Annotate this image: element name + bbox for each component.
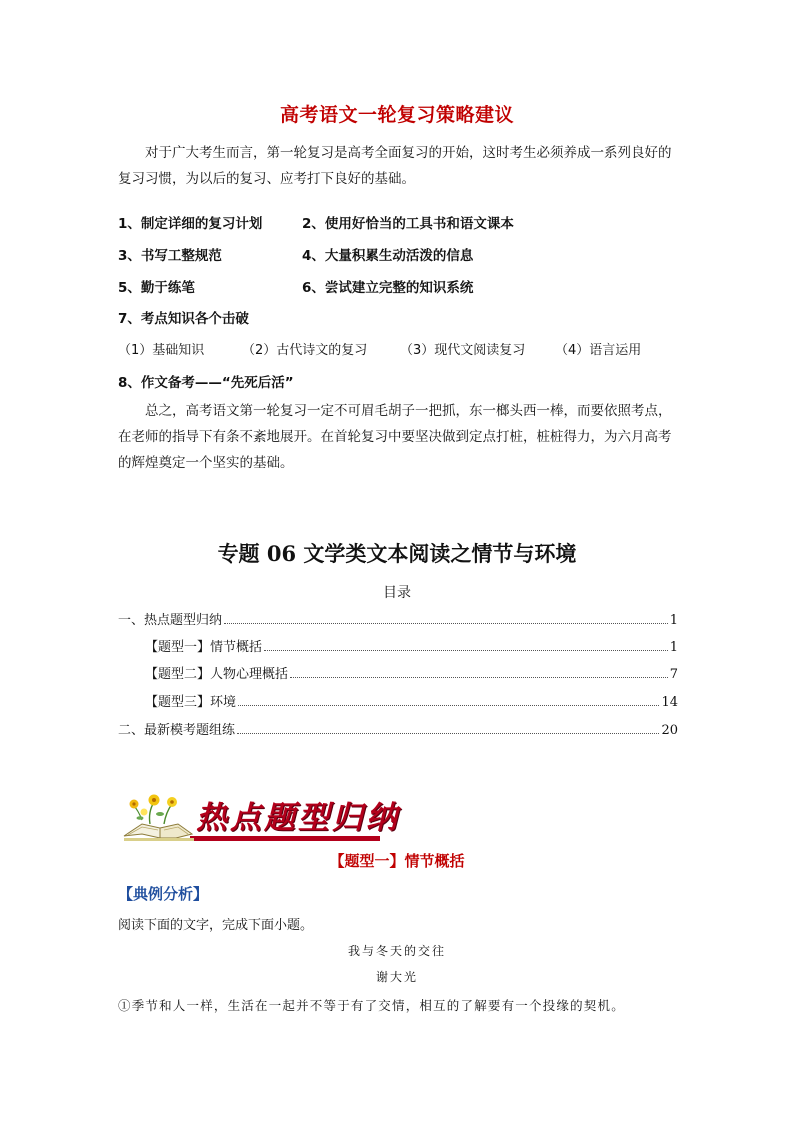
hot-topics-banner: [120, 790, 400, 844]
essay-author: 谢大光: [375, 970, 418, 984]
strategy-item-2: 2、使用好恰当的工具书和语文课本: [302, 216, 514, 232]
toc-entry[interactable]: [118, 718, 678, 738]
toc-entry-page: 1: [669, 640, 678, 655]
toc-leader: [237, 733, 659, 734]
toc-leader: [290, 677, 668, 678]
book-flower-icon: [124, 795, 192, 839]
strategy-item-4: 4、大量积累生动活泼的信息: [302, 248, 474, 264]
toc-entry-label: 【题型二】人物心理概括: [145, 667, 289, 682]
strategy-item-6: 6、尝试建立完整的知识系统: [302, 280, 474, 296]
subitem-2: （2）古代诗文的复习: [242, 343, 368, 358]
essay-paragraph-1: ①季节和人一样，生活在一起并不等于有了交情，相互的了解要有一个投缘的契机。: [118, 998, 625, 1013]
strategy-intro: [118, 140, 678, 192]
section-title: 【题型一】情节概括: [329, 852, 465, 870]
strategy-conclusion-text: 总之，高考语文第一轮复习一定不可眉毛胡子一把抓，东一榔头西一棒，而要依照考点，在老师的指导下有条不紊地展开。在首轮复习中要坚决做到定点打桩，桩桩得力，为六月高考的辉煌奠定一个坚实的基础。: [118, 403, 672, 471]
toc-leader: [238, 705, 659, 706]
toc-leader: [264, 650, 668, 651]
toc-entry-page: 7: [669, 667, 678, 682]
essay-title: 我与冬天的交往: [347, 944, 446, 958]
strategy-item-3: 3、书写工整规范: [118, 248, 222, 264]
toc-entry-page: 20: [661, 723, 678, 738]
strategy-item-7: 7、考点知识各个击破: [118, 311, 249, 327]
toc-entry-label: 【题型一】情节概括: [145, 640, 263, 655]
strategy-title: 高考语文一轮复习策略建议: [279, 104, 514, 126]
strategy-item-1: 1、制定详细的复习计划: [118, 216, 263, 232]
toc-heading: 目录: [383, 585, 411, 601]
strategy-item-8: 8、作文备考——“先死后活”: [118, 375, 294, 391]
topic-title: 专题 06 文学类文本阅读之情节与环境: [217, 541, 577, 566]
toc-entry[interactable]: [145, 635, 678, 655]
toc-entry[interactable]: [145, 662, 678, 682]
example-analysis-tag: 【典例分析】: [118, 885, 209, 903]
toc-entry-label: 二、最新模考题组练: [118, 723, 236, 738]
subitem-1: （1）基础知识: [118, 343, 205, 358]
toc-entry-label: 【题型三】环境: [145, 695, 237, 710]
toc-leader: [224, 623, 668, 624]
toc-entry[interactable]: [145, 690, 678, 710]
toc-entry[interactable]: [118, 608, 678, 628]
toc-entry-label: 一、热点题型归纳: [118, 613, 223, 628]
subitem-4: （4）语言运用: [555, 343, 642, 358]
strategy-item-5: 5、勤于练笔: [118, 280, 195, 296]
reading-instruction: 阅读下面的文字，完成下面小题。: [118, 918, 314, 933]
toc-entry-page: 1: [669, 613, 678, 628]
toc-entry-page: 14: [661, 695, 678, 710]
banner-text: 热点题型归纳: [196, 800, 400, 836]
banner-underline-left: [124, 838, 194, 841]
subitem-3: （3）现代文阅读复习: [400, 343, 526, 358]
strategy-conclusion: [118, 398, 678, 476]
strategy-intro-text: 对于广大考生而言，第一轮复习是高考全面复习的开始，这时考生必须养成一系列良好的复习习惯，为以后的复习、应考打下良好的基础。: [118, 145, 672, 187]
